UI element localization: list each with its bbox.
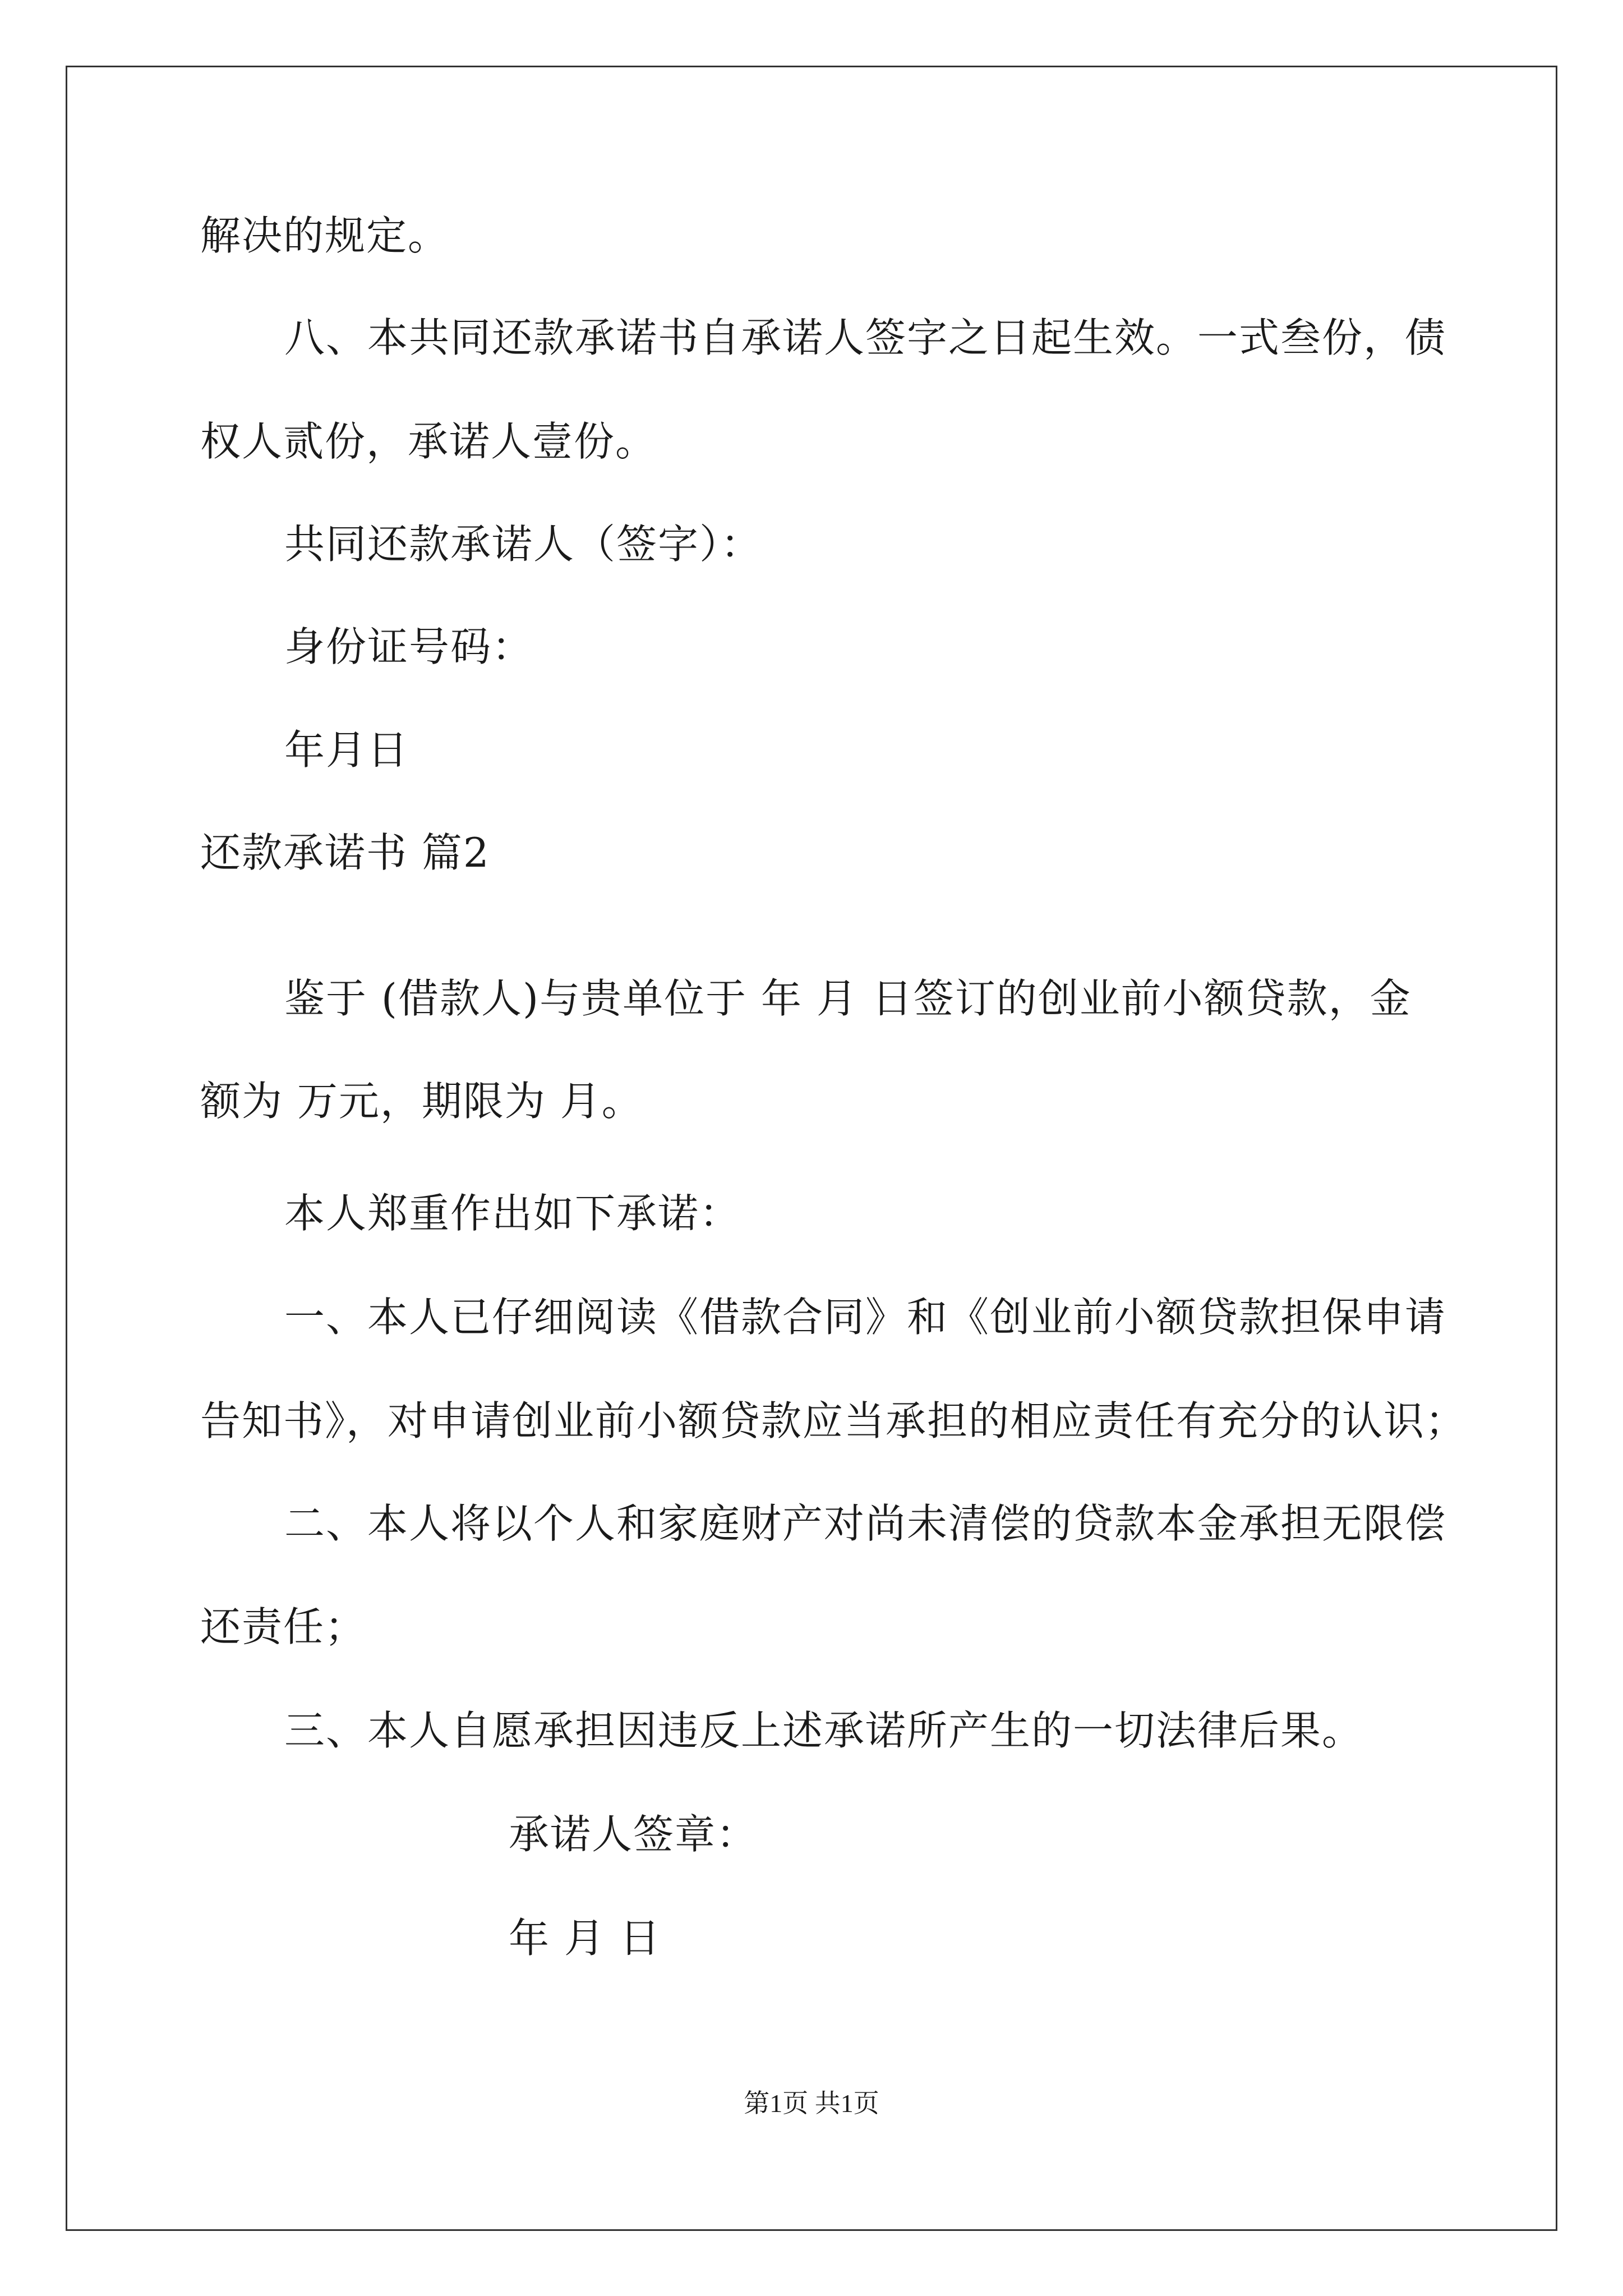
paragraph-line: 解决的规定。	[200, 212, 450, 259]
paragraph-line: 身份证号码：	[284, 623, 534, 670]
paragraph-line: 三、本人自愿承担因违反上述承诺所产生的一切法律后果。	[284, 1707, 1364, 1754]
paragraph-line: 告知书》，对申请创业前小额贷款应当承担的相应责任有充分的认识；	[200, 1397, 1467, 1444]
paragraph-line: 鉴于 (借款人)与贵单位于 年 月 日签订的创业前小额贷款，金	[284, 975, 1412, 1022]
paragraph-line: 额为 万元，期限为 月。	[200, 1078, 643, 1125]
page-border	[66, 66, 1557, 2231]
paragraph-line: 年月日	[284, 726, 409, 774]
paragraph-line: 还责任；	[200, 1603, 367, 1650]
signature-label: 承诺人签章：	[509, 1811, 758, 1858]
paragraph-line: 二、本人将以个人和家庭财产对尚未清偿的贷款本金承担无限偿	[284, 1500, 1447, 1547]
paragraph-line: 一、本人已仔细阅读《借款合同》和《创业前小额贷款担保申请	[284, 1294, 1447, 1341]
paragraph-line: 权人贰份，承诺人壹份。	[200, 418, 657, 465]
paragraph-line: 本人郑重作出如下承诺：	[284, 1190, 741, 1237]
paragraph-line: 八、本共同还款承诺书自承诺人签字之日起生效。一式叁份，债	[284, 314, 1447, 361]
paragraph-line: 共同还款承诺人（签字）：	[284, 521, 763, 568]
section-heading: 还款承诺书 篇2	[200, 829, 490, 876]
page-footer: 第1页 共1页	[744, 2089, 879, 2118]
date-line: 年 月 日	[509, 1915, 661, 1962]
